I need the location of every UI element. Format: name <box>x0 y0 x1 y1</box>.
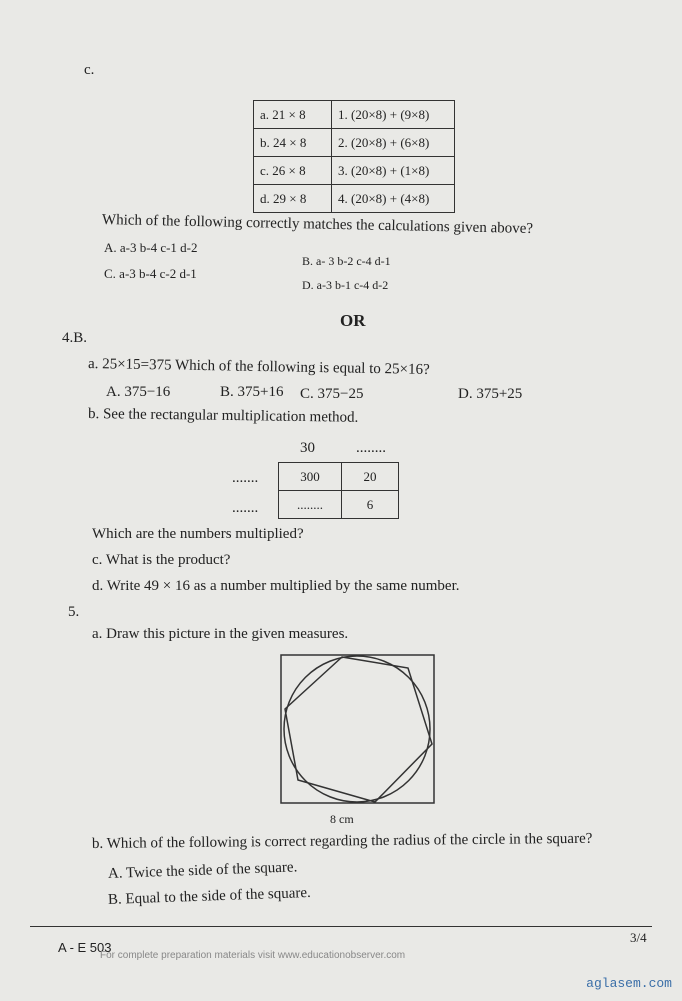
question-text: Which of the following correctly matches the calculations given above? <box>101 212 534 238</box>
question-label: 5. <box>68 604 80 620</box>
option-c: C. a-3 b-4 c-2 d-1 <box>104 266 197 281</box>
grid-left: ....... <box>232 470 259 486</box>
or-divider: OR <box>340 311 366 330</box>
question-text: d. Write 49 × 16 as a number multiplied by the same number. <box>92 578 460 594</box>
watermark: For complete preparation materials visit www.educationobserver.com <box>100 950 406 961</box>
table-cell: b. 24 × 8 <box>254 129 332 157</box>
page-number: 3/4 <box>630 930 647 945</box>
question-text: a. Draw this picture in the given measures. <box>92 626 349 642</box>
question-label: 4.B. <box>62 330 88 346</box>
table-cell: 2. (20×8) + (6×8) <box>332 129 455 157</box>
grid-left: ....... <box>232 500 259 516</box>
grid-cell: 20 <box>342 463 399 491</box>
option: A. Twice the side of the square. <box>107 859 298 882</box>
circle-square-figure <box>280 654 436 804</box>
table-cell: a. 21 × 8 <box>254 101 332 129</box>
site-watermark[interactable]: aglasem.com <box>586 976 672 991</box>
question-label: c. <box>84 62 95 78</box>
option: B. 375+16 <box>220 384 284 400</box>
question-text: c. What is the product? <box>92 552 231 568</box>
option: A. 375−16 <box>106 384 171 400</box>
question-text: b. Which of the following is correct regarding the radius of the circle in the square? <box>91 830 593 852</box>
multiplication-grid <box>278 462 399 519</box>
table-cell: 4. (20×8) + (4×8) <box>332 185 455 213</box>
measure-label: 8 cm <box>330 812 354 826</box>
table-cell: c. 26 × 8 <box>254 157 332 185</box>
footer-divider <box>30 926 652 927</box>
question-text: Which are the numbers multiplied? <box>92 526 304 542</box>
match-table <box>253 100 455 213</box>
question-text: b. See the rectangular multiplication method. <box>87 406 359 426</box>
table-cell: 1. (20×8) + (9×8) <box>332 101 455 129</box>
option-d: D. a-3 b-1 c-4 d-2 <box>302 278 389 292</box>
option-b: B. a- 3 b-2 c-4 d-1 <box>302 254 391 268</box>
grid-cell: ........ <box>279 491 342 519</box>
option: C. 375−25 <box>300 386 364 402</box>
question-text: a. 25×15=375 Which of the following is equal to 25×16? <box>87 356 430 378</box>
grid-cell: 6 <box>342 491 399 519</box>
grid-top: ........ <box>356 440 386 456</box>
grid-cell: 300 <box>279 463 342 491</box>
table-cell: d. 29 × 8 <box>254 185 332 213</box>
option: D. 375+25 <box>458 386 523 402</box>
paper-code: A - E 503 <box>58 940 112 955</box>
table-cell: 3. (20×8) + (1×8) <box>332 157 455 185</box>
option-a: A. a-3 b-4 c-1 d-2 <box>104 240 198 255</box>
option: B. Equal to the side of the square. <box>107 884 312 908</box>
grid-top: 30 <box>300 440 315 456</box>
